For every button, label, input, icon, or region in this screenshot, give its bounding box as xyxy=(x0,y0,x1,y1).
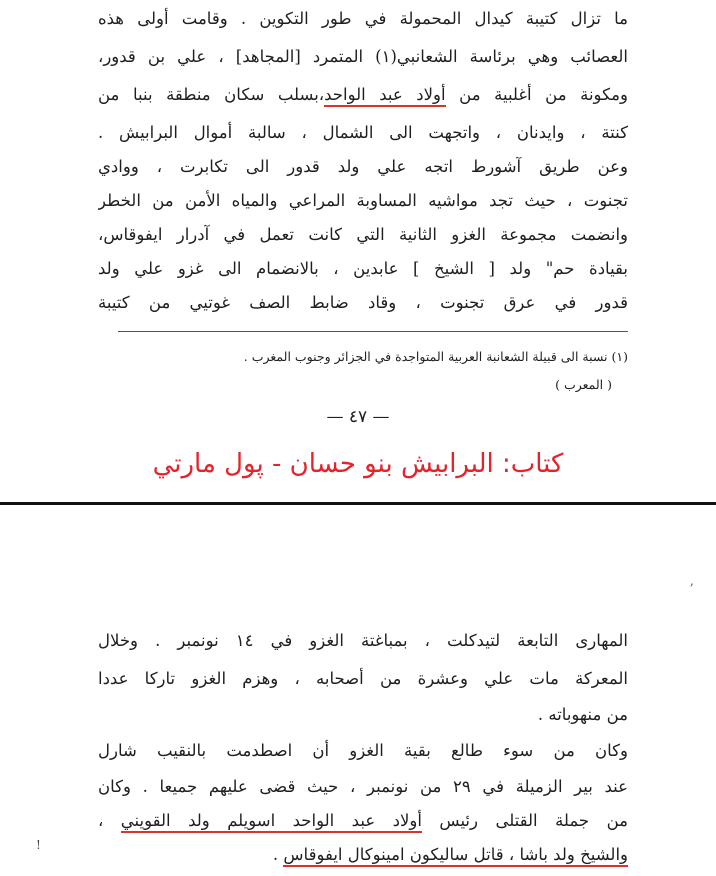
bottom-line-6 xyxy=(98,806,628,836)
bottom-line-7 xyxy=(98,840,628,870)
scan-speck: , xyxy=(690,574,694,588)
bottom-line-1: المهارى التابعة لتيدكلت ، بمباغتة الغزو في ١٤ نونمبر . وخلال xyxy=(98,631,628,650)
margin-mark: ! xyxy=(36,838,41,852)
top-line-7: وانضمت مجموعة الغزو الثانية التي كانت تعمل في آدرار ايفوقاس، xyxy=(98,225,628,244)
top-line-2: العصائب وهي برئاسة الشعانبي(١) المتمرد [المجاهد] ، علي بن قدور، xyxy=(98,47,628,66)
top-line-3 xyxy=(98,80,628,110)
footnote-line-1: (١) نسبة الى قبيلة الشعانبة العربية المتواجدة في الجزائر وجنوب المغرب . xyxy=(243,349,628,364)
bottom-line-4: وكان من سوء طالع بقية الغزو أن اصطدمت بالنقيب شارل xyxy=(98,741,628,760)
top-line-9: قدور في عرق تجنوت ، وقاد ضابط الصف غوتيي من كتيبة xyxy=(98,293,628,312)
underlined-phrase-bottom-2: والشيخ ولد باشا ، قاتل ساليكون امينوكال ايفوقاس xyxy=(283,845,628,867)
page-separator xyxy=(0,502,716,505)
top-line-8: بقيادة حم" ولد [ الشيخ ] عابدين ، بالانضمام الى غزو علي ولد xyxy=(98,259,628,278)
book-caption: كتاب: البرابيش بنو حسان - پول مارتي xyxy=(152,449,564,479)
footnote-divider xyxy=(118,331,628,332)
bottom-line-6-end: ، xyxy=(98,811,121,830)
bottom-line-5: عند بير الزميلة في ٢٩ من نونمبر ، حيث قضى عليهم جميعا . وكان xyxy=(98,777,628,796)
bottom-line-7-end: . xyxy=(272,845,284,864)
page-number: — ٤٧ — xyxy=(326,407,390,427)
bottom-book-page xyxy=(0,508,716,876)
top-line-6: تجنوت ، حيث تجد مواشيه المساوبة المراعي والمياه الأمن من الخطر xyxy=(98,191,628,210)
footnote-line-2: ( المعرب ) xyxy=(555,377,612,392)
top-line-4: كنتة ، وايدنان ، واتجهت الى الشمال ، سالبة أموال البرابيش . xyxy=(98,123,628,142)
underlined-phrase-top: أولاد عبد الواحد xyxy=(324,85,445,107)
bottom-line-6-start: من جملة القتلى رئيس xyxy=(421,811,628,830)
top-line-5: وعن طريق آشورط اتجه علي ولد قدور الى تكابرت ، ووادي xyxy=(98,157,628,176)
top-line-3-start: ومكونة من أغلبية من xyxy=(445,85,628,104)
bottom-line-2: المعركة مات علي وعشرة من أصحابه ، وهزم الغزو تاركا عددا xyxy=(98,669,628,688)
top-line-1: ما تزال كتيبة كيدال المحمولة في طور التكوين . وقامت أولى هذه xyxy=(98,9,628,28)
underlined-phrase-bottom-1: أولاد عبد الواحد اسويلم ولد القويني xyxy=(121,811,422,833)
top-line-3-end: ،بسلب سكان منطقة بنبا من xyxy=(98,85,325,104)
bottom-line-3: من منهوباته . xyxy=(537,705,628,724)
